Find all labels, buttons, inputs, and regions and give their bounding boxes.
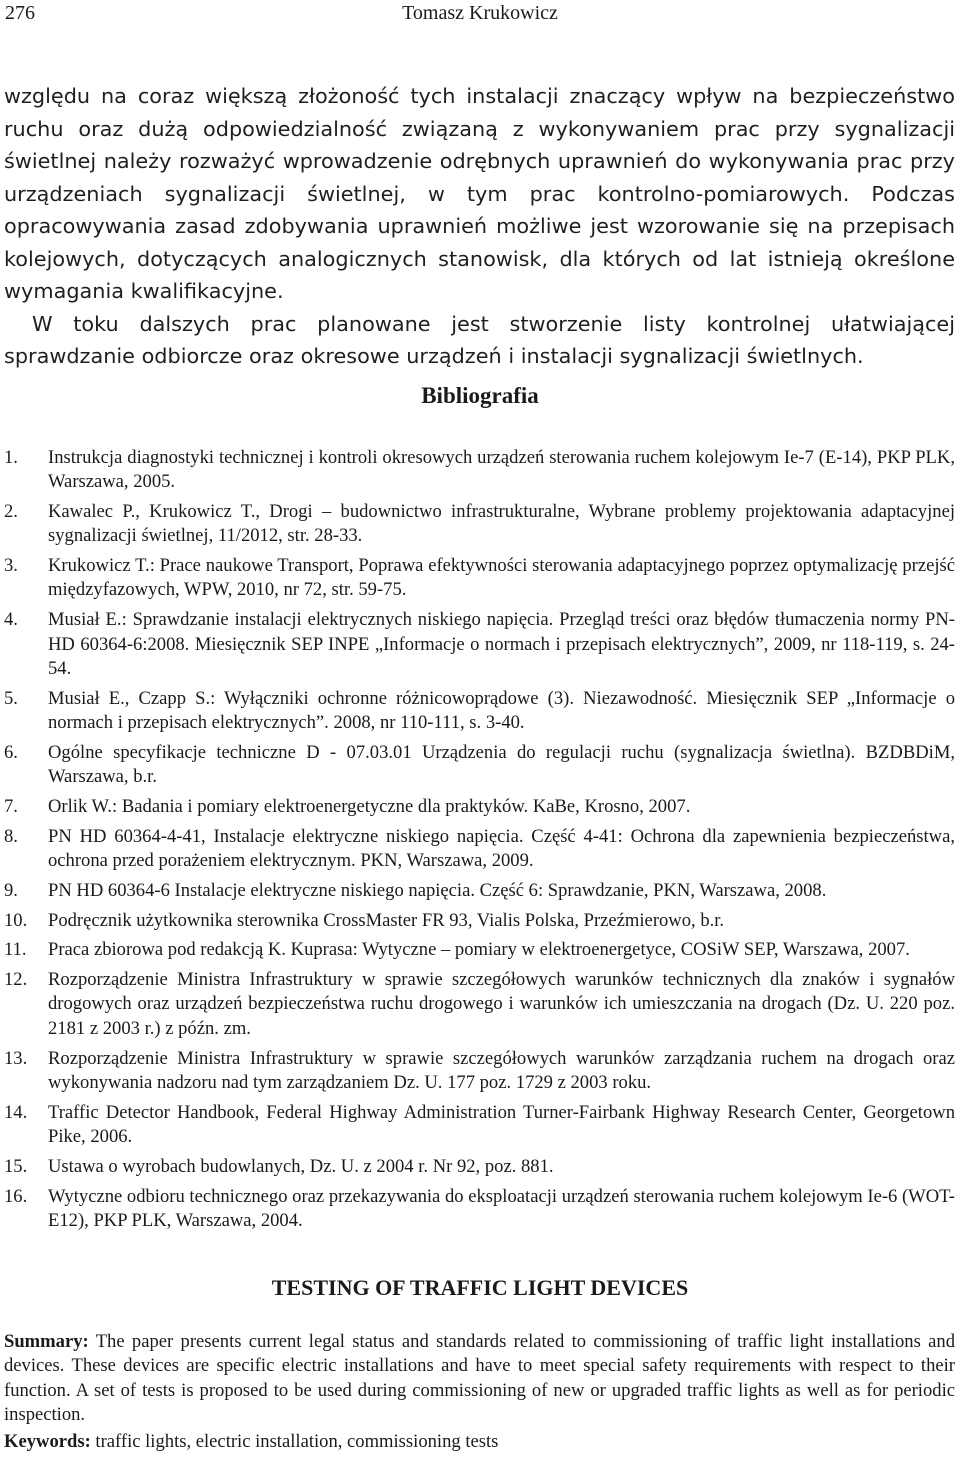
bibliography-item-number: 11. (4, 939, 27, 961)
bibliography-item-number: 3. (4, 555, 18, 577)
bibliography-item (4, 1155, 955, 1179)
bibliography-item-text: Traffic Detector Handbook, Federal Highway Administration Turner-Fairbank Highway Research Center, Georgetown Pike, 2006. (48, 1101, 955, 1147)
bibliography-item (4, 446, 955, 495)
bibliography-item (4, 795, 955, 819)
bibliography-item (4, 500, 955, 549)
body-text (4, 80, 955, 373)
body-paragraph-2: W toku dalszych prac planowane jest stworzenie listy kontrolnej ułatwiającej sprawdzanie odbiorcze oraz okresowe urządzeń i instalacji sygnalizacji świetlnych. (4, 311, 955, 368)
bibliography-item (4, 741, 955, 790)
bibliography-item-text: PN HD 60364-6 Instalacje elektryczne niskiego napięcia. Część 6: Sprawdzanie, PKN, Warszawa, 2008. (48, 879, 827, 901)
bibliography-item-text: Rozporządzenie Ministra Infrastruktury w sprawie szczegółowych warunków technicznych dla znaków i sygnałów drogowych oraz urządzeń bezpieczeństwa ruchu drogowego i warunków ich umieszczania na drogach (Dz. U. 220 poz. 2181 z 2003 r.) z późn. zm. (48, 969, 955, 1039)
bibliography-item-text: Musiał E.: Sprawdzanie instalacji elektrycznych niskiego napięcia. Przegląd treści oraz błędów tłumaczenia normy PN-HD 60364-6:2008. Miesięcznik SEP INPE „Informacje o normach i przepisach elektrycznych”, 2009, nr 118-119, s. 24-54. (48, 609, 955, 679)
bibliography-item-number: 14. (4, 1101, 28, 1123)
summary (4, 1330, 955, 1427)
summary-label: Summary: (4, 1331, 89, 1352)
bibliography-item-text: PN HD 60364-4-41, Instalacje elektryczne niskiego napięcia. Część 4-41: Ochrona dla zapewnienia bezpieczeństwa, ochrona przed porażeniem elektrycznym. PKN, Warszawa, 2009. (48, 825, 955, 871)
bibliography-item-text: Praca zbiorowa pod redakcją K. Kuprasa: Wytyczne – pomiary w elektroenergetyce, COSiW SEP, Warszawa, 2007. (48, 939, 910, 961)
bibliography-item-number: 12. (4, 969, 28, 991)
bibliography-item-number: 7. (4, 795, 18, 817)
bibliography-item (4, 1185, 955, 1234)
bibliography-item-number: 13. (4, 1047, 28, 1069)
bibliography-item-text: Musiał E., Czapp S.: Wyłączniki ochronne różnicowoprądowe (3). Niezawodność. Miesięcznik SEP „Informacje o normach i przepisach elektrycznych”. 2008, nr 110-111, s. 3-40. (48, 687, 955, 733)
keywords (4, 1430, 955, 1454)
bibliography-list (4, 446, 955, 1239)
bibliography-item-number: 9. (4, 879, 18, 901)
bibliography-item-text: Instrukcja diagnostyki technicznej i kontroli okresowych urządzeń sterowania ruchem kolejowym Ie-7 (E-14), PKP PLK, Warszawa, 2005. (48, 447, 955, 493)
bibliography-item-number: 16. (4, 1185, 28, 1207)
bibliography-item (4, 938, 955, 962)
bibliography-item (4, 825, 955, 874)
bibliography-item (4, 909, 955, 933)
summary-text: The paper presents current legal status and standards related to commissioning of traffic light installations and devices. These devices are specific electric installations and have to meet special safety requirements with respect to their function. A set of tests is proposed to be used during commissioning of new or upgraded traffic lights as well as for periodic inspection. (4, 1331, 955, 1425)
body-paragraph-1: względu na coraz większą złożoność tych instalacji znaczący wpływ na bezpieczeństwo ruchu oraz dużą odpowiedzialność związaną z wykonywaniem prac przy sygnalizacji świetlnej należy rozważyć wprowadzenie odrębnych uprawnień do wykonywania prac przy urządzeniach sygnalizacji świetlnej, w tym prac kontrolno-pomiarowych. Podczas opracowywania zasad zdobywania uprawnień możliwe jest wzorowanie się na przepisach kolejowych, dotyczących analogicznych stanowisk, dla których od lat istnieją określone wymagania kwalifikacyjne. (4, 84, 955, 303)
bibliography-item-number: 10. (4, 909, 28, 931)
bibliography-item-text: Ogólne specyfikacje techniczne D - 07.03.01 Urządzenia do regulacji ruchu (sygnalizacja świetlna). BZDBDiM, Warszawa, b.r. (48, 741, 955, 788)
bibliography-item-number: 5. (4, 687, 18, 709)
bibliography-item (4, 1047, 955, 1096)
bibliography-item-text: Ustawa o wyrobach budowlanych, Dz. U. z 2004 r. Nr 92, poz. 881. (48, 1155, 554, 1177)
page-number: 276 (5, 2, 35, 24)
bibliography-item-text: Rozporządzenie Ministra Infrastruktury w sprawie szczegółowych warunków zarządzania ruchem na drogach oraz wykonywania nadzoru nad tym zarządzaniem Dz. U. 177 poz. 1729 z 2003 roku. (48, 1047, 955, 1093)
bibliography-item-number: 1. (4, 447, 18, 468)
bibliography-item (4, 879, 955, 903)
keywords-text: traffic lights, electric installation, commissioning tests (90, 1431, 499, 1452)
bibliography-item-text: Krukowicz T.: Prace naukowe Transport, Poprawa efektywności sterowania adaptacyjnego poprzez optymalizację przejść międzyfazowych, WPW, 2010, nr 72, str. 59-75. (48, 555, 955, 601)
bibliography-item-text: Orlik W.: Badania i pomiary elektroenergetyczne dla praktyków. KaBe, Krosno, 2007. (48, 795, 691, 817)
bibliography-item (4, 687, 955, 736)
keywords-label: Keywords: (4, 1431, 91, 1452)
bibliography-item-number: 15. (4, 1155, 28, 1177)
bibliography-item-text: Podręcznik użytkownika sterownika CrossMaster FR 93, Vialis Polska, Przeźmierowo, b.r. (48, 909, 725, 931)
bibliography-item (4, 1101, 955, 1150)
bibliography-heading: Bibliografia (421, 383, 539, 408)
bibliography-item-number: 2. (4, 501, 18, 523)
bibliography-item-number: 6. (4, 741, 18, 763)
running-head: Tomasz Krukowicz (402, 2, 558, 24)
bibliography-item (4, 968, 955, 1041)
bibliography-item (4, 608, 955, 681)
bibliography-item-number: 8. (4, 825, 18, 847)
english-title: TESTING OF TRAFFIC LIGHT DEVICES (271, 1275, 689, 1300)
bibliography-item (4, 554, 955, 603)
page-header (5, 2, 955, 26)
bibliography-item-number: 4. (4, 609, 18, 631)
bibliography-item-text: Kawalec P., Krukowicz T., Drogi – budownictwo infrastrukturalne, Wybrane problemy projektowania adaptacyjnej sygnalizacji świetlnej, 11/2012, str. 28-33. (48, 501, 955, 547)
bibliography-item-text: Wytyczne odbioru technicznego oraz przekazywania do eksploatacji urządzeń sterowania ruchem kolejowym Ie-6 (WOT-E12), PKP PLK, Warszawa, 2004. (48, 1185, 955, 1231)
